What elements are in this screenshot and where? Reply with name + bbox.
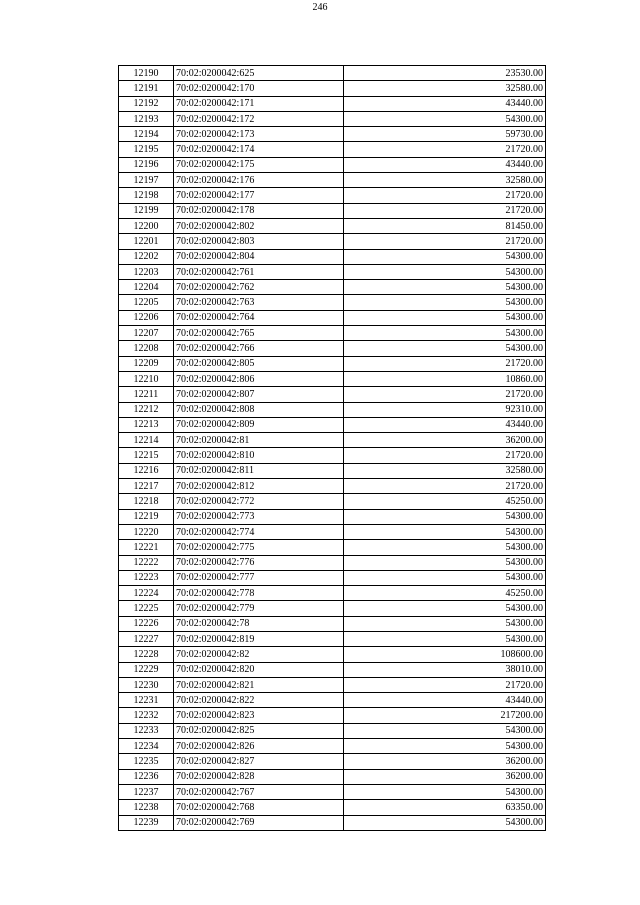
cadastral-number-cell: 70:02:0200042:178 — [174, 203, 344, 218]
data-table — [118, 65, 546, 831]
table-row — [119, 249, 546, 264]
value-cell: 32580.00 — [344, 463, 546, 478]
table-row — [119, 540, 546, 555]
value-cell: 21720.00 — [344, 356, 546, 371]
value-cell: 54300.00 — [344, 570, 546, 585]
table-row — [119, 81, 546, 96]
value-cell: 54300.00 — [344, 341, 546, 356]
row-number-cell: 12223 — [119, 570, 174, 585]
value-cell: 54300.00 — [344, 555, 546, 570]
row-number-cell: 12203 — [119, 264, 174, 279]
row-number-cell: 12191 — [119, 81, 174, 96]
cadastral-number-cell: 70:02:0200042:172 — [174, 111, 344, 126]
row-number-cell: 12217 — [119, 479, 174, 494]
row-number-cell: 12199 — [119, 203, 174, 218]
row-number-cell: 12204 — [119, 280, 174, 295]
cadastral-number-cell: 70:02:0200042:826 — [174, 739, 344, 754]
cadastral-number-cell: 70:02:0200042:176 — [174, 173, 344, 188]
cadastral-number-cell: 70:02:0200042:811 — [174, 463, 344, 478]
table-row — [119, 463, 546, 478]
cadastral-number-cell: 70:02:0200042:764 — [174, 310, 344, 325]
value-cell: 21720.00 — [344, 677, 546, 692]
row-number-cell: 12233 — [119, 723, 174, 738]
row-number-cell: 12210 — [119, 371, 174, 386]
table-row — [119, 111, 546, 126]
cadastral-number-cell: 70:02:0200042:82 — [174, 647, 344, 662]
row-number-cell: 12237 — [119, 784, 174, 799]
cadastral-number-cell: 70:02:0200042:173 — [174, 127, 344, 142]
value-cell: 54300.00 — [344, 784, 546, 799]
row-number-cell: 12225 — [119, 601, 174, 616]
value-cell: 54300.00 — [344, 524, 546, 539]
table-row — [119, 723, 546, 738]
row-number-cell: 12226 — [119, 616, 174, 631]
value-cell: 217200.00 — [344, 708, 546, 723]
table-row — [119, 371, 546, 386]
row-number-cell: 12206 — [119, 310, 174, 325]
table-row — [119, 555, 546, 570]
table-row — [119, 448, 546, 463]
value-cell: 54300.00 — [344, 310, 546, 325]
cadastral-number-cell: 70:02:0200042:174 — [174, 142, 344, 157]
value-cell: 23530.00 — [344, 66, 546, 81]
row-number-cell: 12228 — [119, 647, 174, 662]
table-row — [119, 234, 546, 249]
table-body — [119, 66, 546, 831]
cadastral-number-cell: 70:02:0200042:769 — [174, 815, 344, 830]
row-number-cell: 12192 — [119, 96, 174, 111]
cadastral-number-cell: 70:02:0200042:81 — [174, 433, 344, 448]
table-row — [119, 524, 546, 539]
value-cell: 54300.00 — [344, 616, 546, 631]
row-number-cell: 12213 — [119, 417, 174, 432]
cadastral-number-cell: 70:02:0200042:825 — [174, 723, 344, 738]
table-row — [119, 677, 546, 692]
table-row — [119, 693, 546, 708]
row-number-cell: 12238 — [119, 800, 174, 815]
table-row — [119, 402, 546, 417]
table-row — [119, 784, 546, 799]
value-cell: 54300.00 — [344, 280, 546, 295]
cadastral-number-cell: 70:02:0200042:767 — [174, 784, 344, 799]
cadastral-number-cell: 70:02:0200042:827 — [174, 754, 344, 769]
value-cell: 54300.00 — [344, 815, 546, 830]
row-number-cell: 12200 — [119, 218, 174, 233]
table-row — [119, 601, 546, 616]
table-row — [119, 616, 546, 631]
row-number-cell: 12202 — [119, 249, 174, 264]
cadastral-number-cell: 70:02:0200042:778 — [174, 586, 344, 601]
cadastral-number-cell: 70:02:0200042:821 — [174, 677, 344, 692]
cadastral-number-cell: 70:02:0200042:777 — [174, 570, 344, 585]
cadastral-number-cell: 70:02:0200042:774 — [174, 524, 344, 539]
table-row — [119, 188, 546, 203]
cadastral-number-cell: 70:02:0200042:773 — [174, 509, 344, 524]
value-cell: 54300.00 — [344, 249, 546, 264]
row-number-cell: 12207 — [119, 326, 174, 341]
table-row — [119, 815, 546, 830]
table-row — [119, 708, 546, 723]
cadastral-number-cell: 70:02:0200042:807 — [174, 387, 344, 402]
value-cell: 10860.00 — [344, 371, 546, 386]
row-number-cell: 12239 — [119, 815, 174, 830]
cadastral-number-cell: 70:02:0200042:762 — [174, 280, 344, 295]
table-row — [119, 310, 546, 325]
cadastral-number-cell: 70:02:0200042:761 — [174, 264, 344, 279]
row-number-cell: 12198 — [119, 188, 174, 203]
value-cell: 54300.00 — [344, 264, 546, 279]
value-cell: 45250.00 — [344, 494, 546, 509]
value-cell: 36200.00 — [344, 769, 546, 784]
table-row — [119, 494, 546, 509]
value-cell: 92310.00 — [344, 402, 546, 417]
cadastral-number-cell: 70:02:0200042:806 — [174, 371, 344, 386]
cadastral-number-cell: 70:02:0200042:768 — [174, 800, 344, 815]
cadastral-number-cell: 70:02:0200042:175 — [174, 157, 344, 172]
table-row — [119, 341, 546, 356]
value-cell: 54300.00 — [344, 723, 546, 738]
table-row — [119, 326, 546, 341]
table-row — [119, 647, 546, 662]
value-cell: 81450.00 — [344, 218, 546, 233]
value-cell: 21720.00 — [344, 387, 546, 402]
row-number-cell: 12214 — [119, 433, 174, 448]
cadastral-number-cell: 70:02:0200042:766 — [174, 341, 344, 356]
row-number-cell: 12218 — [119, 494, 174, 509]
table-row — [119, 66, 546, 81]
cadastral-number-cell: 70:02:0200042:775 — [174, 540, 344, 555]
table-row — [119, 280, 546, 295]
cadastral-number-cell: 70:02:0200042:822 — [174, 693, 344, 708]
cadastral-number-cell: 70:02:0200042:78 — [174, 616, 344, 631]
cadastral-number-cell: 70:02:0200042:823 — [174, 708, 344, 723]
row-number-cell: 12219 — [119, 509, 174, 524]
row-number-cell: 12234 — [119, 739, 174, 754]
value-cell: 21720.00 — [344, 203, 546, 218]
table-row — [119, 631, 546, 646]
row-number-cell: 12229 — [119, 662, 174, 677]
value-cell: 63350.00 — [344, 800, 546, 815]
row-number-cell: 12222 — [119, 555, 174, 570]
table-row — [119, 203, 546, 218]
row-number-cell: 12215 — [119, 448, 174, 463]
row-number-cell: 12197 — [119, 173, 174, 188]
row-number-cell: 12193 — [119, 111, 174, 126]
table-row — [119, 769, 546, 784]
table-row — [119, 218, 546, 233]
value-cell: 21720.00 — [344, 448, 546, 463]
cadastral-number-cell: 70:02:0200042:805 — [174, 356, 344, 371]
cadastral-number-cell: 70:02:0200042:812 — [174, 479, 344, 494]
table-row — [119, 157, 546, 172]
row-number-cell: 12190 — [119, 66, 174, 81]
row-number-cell: 12209 — [119, 356, 174, 371]
row-number-cell: 12205 — [119, 295, 174, 310]
table-row — [119, 800, 546, 815]
cadastral-number-cell: 70:02:0200042:772 — [174, 494, 344, 509]
value-cell: 54300.00 — [344, 739, 546, 754]
value-cell: 45250.00 — [344, 586, 546, 601]
value-cell: 54300.00 — [344, 326, 546, 341]
table-row — [119, 417, 546, 432]
cadastral-number-cell: 70:02:0200042:802 — [174, 218, 344, 233]
cadastral-number-cell: 70:02:0200042:804 — [174, 249, 344, 264]
value-cell: 54300.00 — [344, 295, 546, 310]
page-number: 246 — [312, 2, 328, 13]
table-row — [119, 754, 546, 769]
row-number-cell: 12216 — [119, 463, 174, 478]
table-row — [119, 662, 546, 677]
cadastral-number-cell: 70:02:0200042:763 — [174, 295, 344, 310]
value-cell: 21720.00 — [344, 479, 546, 494]
row-number-cell: 12232 — [119, 708, 174, 723]
cadastral-number-cell: 70:02:0200042:820 — [174, 662, 344, 677]
value-cell: 21720.00 — [344, 234, 546, 249]
table-row — [119, 173, 546, 188]
row-number-cell: 12235 — [119, 754, 174, 769]
row-number-cell: 12196 — [119, 157, 174, 172]
table-row — [119, 387, 546, 402]
value-cell: 21720.00 — [344, 142, 546, 157]
row-number-cell: 12230 — [119, 677, 174, 692]
row-number-cell: 12224 — [119, 586, 174, 601]
value-cell: 43440.00 — [344, 693, 546, 708]
cadastral-number-cell: 70:02:0200042:625 — [174, 66, 344, 81]
table-row — [119, 142, 546, 157]
row-number-cell: 12208 — [119, 341, 174, 356]
value-cell: 59730.00 — [344, 127, 546, 142]
cadastral-number-cell: 70:02:0200042:765 — [174, 326, 344, 341]
row-number-cell: 12195 — [119, 142, 174, 157]
row-number-cell: 12221 — [119, 540, 174, 555]
value-cell: 38010.00 — [344, 662, 546, 677]
table-row — [119, 433, 546, 448]
cadastral-number-cell: 70:02:0200042:810 — [174, 448, 344, 463]
table-row — [119, 295, 546, 310]
value-cell: 108600.00 — [344, 647, 546, 662]
value-cell: 21720.00 — [344, 188, 546, 203]
value-cell: 43440.00 — [344, 96, 546, 111]
cadastral-number-cell: 70:02:0200042:808 — [174, 402, 344, 417]
table-row — [119, 586, 546, 601]
value-cell: 54300.00 — [344, 509, 546, 524]
row-number-cell: 12220 — [119, 524, 174, 539]
row-number-cell: 12201 — [119, 234, 174, 249]
value-cell: 36200.00 — [344, 433, 546, 448]
cadastral-number-cell: 70:02:0200042:779 — [174, 601, 344, 616]
row-number-cell: 12227 — [119, 631, 174, 646]
table-row — [119, 479, 546, 494]
table-row — [119, 264, 546, 279]
cadastral-number-cell: 70:02:0200042:171 — [174, 96, 344, 111]
cadastral-number-cell: 70:02:0200042:809 — [174, 417, 344, 432]
value-cell: 54300.00 — [344, 631, 546, 646]
value-cell: 54300.00 — [344, 111, 546, 126]
table-row — [119, 509, 546, 524]
table-row — [119, 739, 546, 754]
table-row — [119, 570, 546, 585]
table-row — [119, 356, 546, 371]
value-cell: 54300.00 — [344, 601, 546, 616]
table-row — [119, 96, 546, 111]
cadastral-number-cell: 70:02:0200042:776 — [174, 555, 344, 570]
table-row — [119, 127, 546, 142]
value-cell: 43440.00 — [344, 157, 546, 172]
cadastral-number-cell: 70:02:0200042:177 — [174, 188, 344, 203]
row-number-cell: 12236 — [119, 769, 174, 784]
cadastral-number-cell: 70:02:0200042:819 — [174, 631, 344, 646]
value-cell: 32580.00 — [344, 81, 546, 96]
value-cell: 36200.00 — [344, 754, 546, 769]
value-cell: 54300.00 — [344, 540, 546, 555]
cadastral-number-cell: 70:02:0200042:170 — [174, 81, 344, 96]
cadastral-number-cell: 70:02:0200042:803 — [174, 234, 344, 249]
row-number-cell: 12212 — [119, 402, 174, 417]
value-cell: 43440.00 — [344, 417, 546, 432]
value-cell: 32580.00 — [344, 173, 546, 188]
row-number-cell: 12211 — [119, 387, 174, 402]
row-number-cell: 12194 — [119, 127, 174, 142]
row-number-cell: 12231 — [119, 693, 174, 708]
cadastral-number-cell: 70:02:0200042:828 — [174, 769, 344, 784]
